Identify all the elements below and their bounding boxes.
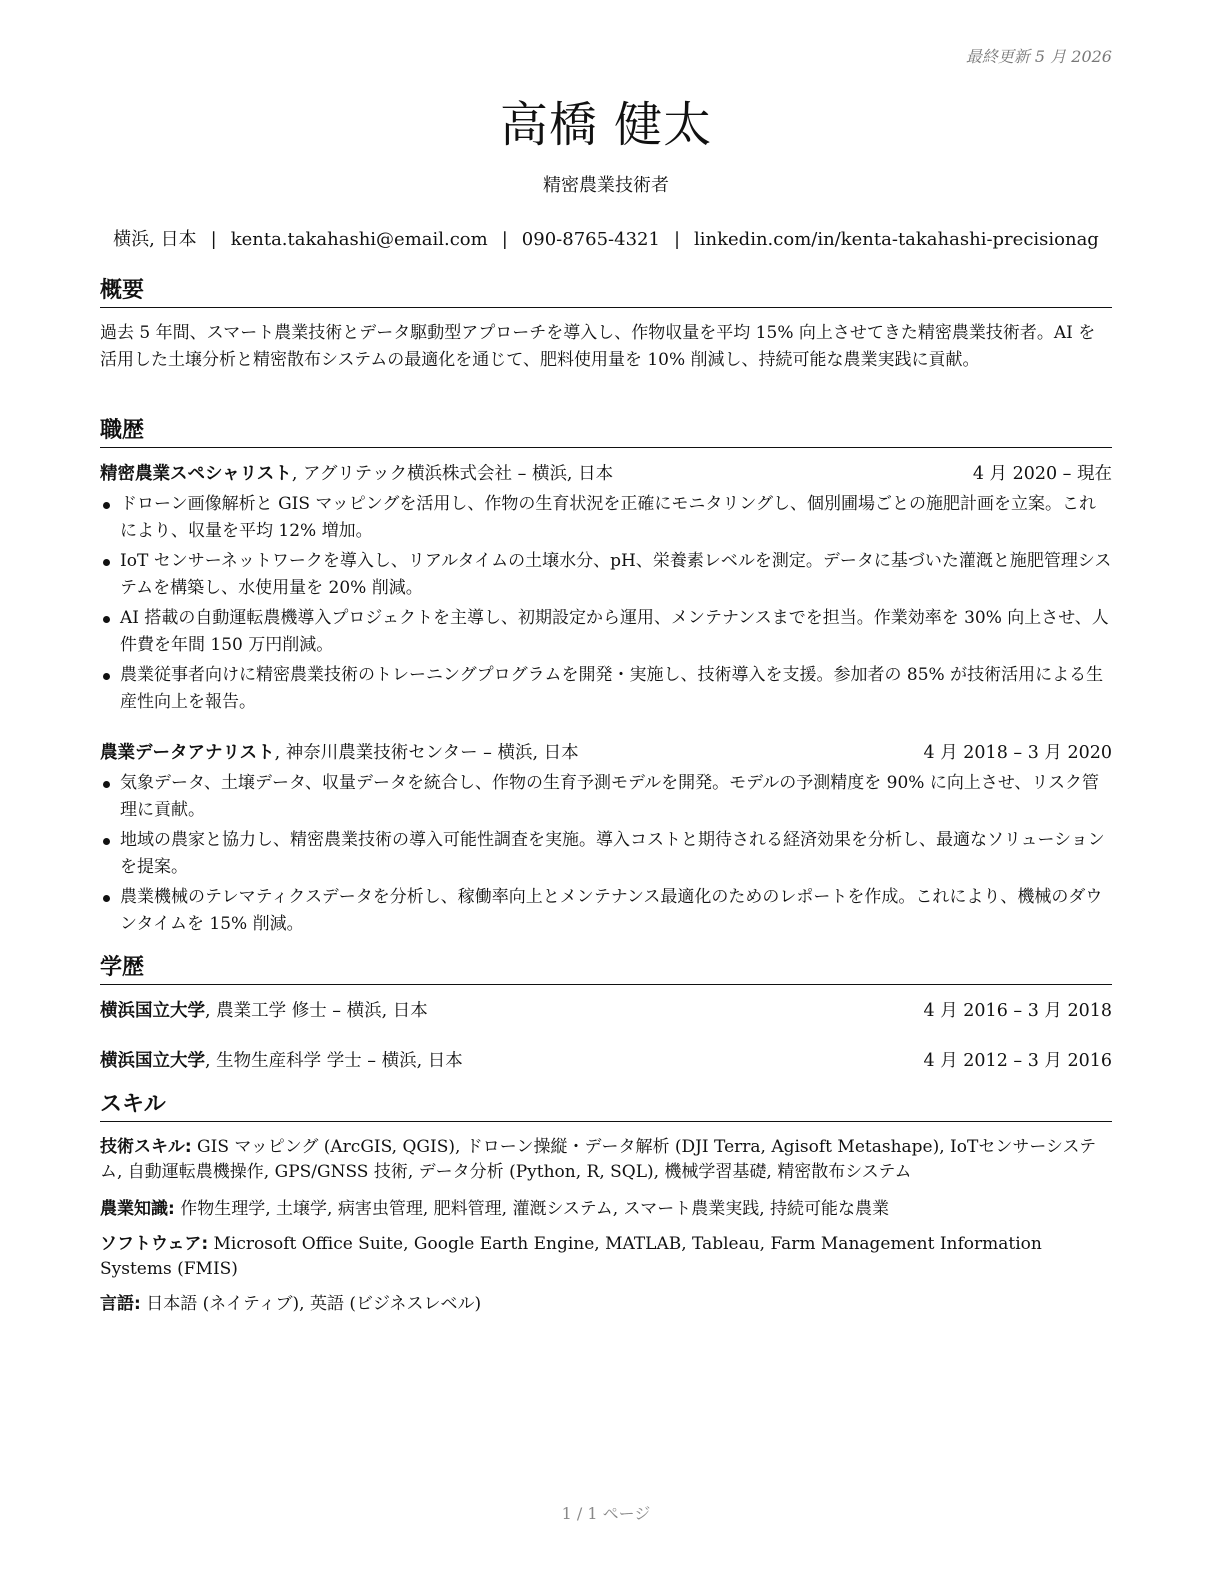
job-role: 精密農業スペシャリスト	[100, 464, 292, 484]
list-item: 農業機械のテレマティクスデータを分析し、稼働率向上とメンテナンス最適化のためのレポートを作成。これにより、機械のダウンタイムを 15% 削減。	[100, 884, 1112, 938]
contact-linkedin[interactable]: linkedin.com/in/kenta-takahashi-precisionag	[694, 229, 1099, 250]
job-header	[100, 461, 1112, 487]
contact-email[interactable]: kenta.takahashi@email.com	[230, 229, 488, 250]
contact-line	[100, 225, 1112, 251]
page-indicator: 1 / 1 ページ	[561, 1504, 651, 1523]
education-dates: 4 月 2016 – 3 月 2018	[923, 1001, 1112, 1021]
contact-separator: |	[501, 229, 508, 250]
education-school: 横浜国立大学	[100, 1001, 205, 1021]
contact-separator: |	[673, 229, 681, 250]
contact-location: 横浜, 日本	[113, 229, 197, 250]
skill-value: Microsoft Office Suite, Google Earth Engine, MATLAB, Tableau, Farm Management Information Systems (FMIS)	[100, 1234, 1042, 1279]
contact-separator: |	[210, 229, 217, 250]
education-entry	[100, 1048, 1112, 1074]
skill-line-agriculture	[100, 1197, 1112, 1222]
skill-value: GIS マッピング (ArcGIS, QGIS), ドローン操縦・データ解析 (DJI Terra, Agisoft Metashape), IoTセンサーシステム, 自動運転農機操作, GPS/GNSS 技術, データ分析 (Python, R, SQL), 機械学習基礎, 精密散布システム	[100, 1137, 1097, 1182]
skill-label: 言語:	[100, 1294, 141, 1314]
skill-value: 作物生理学, 土壌学, 病害虫管理, 肥料管理, 灌漑システム, スマート農業実践, 持続可能な農業	[174, 1199, 890, 1219]
skills-heading: スキル	[100, 1091, 1112, 1122]
job-role: 農業データアナリスト	[100, 743, 275, 763]
candidate-name: 高橋 健太	[499, 97, 713, 153]
education-heading: 学歴	[100, 954, 1112, 985]
education-degree: , 農業工学 修士 – 横浜, 日本	[205, 1001, 428, 1021]
job-header	[100, 740, 1112, 766]
education-school-detail	[100, 1048, 463, 1074]
education-dates: 4 月 2012 – 3 月 2016	[923, 1051, 1112, 1071]
education-school-detail	[100, 998, 428, 1024]
skill-line-languages	[100, 1292, 1112, 1317]
job-bullets	[100, 491, 1112, 719]
job-title-org	[100, 461, 613, 487]
skill-line-software	[100, 1232, 1112, 1282]
summary-text: 過去 5 年間、スマート農業技術とデータ駆動型アプローチを導入し、作物収量を平均 15% 向上させてきた精密農業技術者。AI を活用した土壌分析と精密散布システムの最適化を通じて、肥料使用量を 10% 削減し、持続可能な農業実践に貢献。	[100, 323, 1096, 370]
candidate-title: 精密農業技術者	[543, 175, 669, 196]
job-org: , アグリテック横浜株式会社 – 横浜, 日本	[291, 464, 614, 484]
education-entry	[100, 998, 1112, 1024]
job-org: , 神奈川農業技術センター – 横浜, 日本	[274, 743, 579, 763]
job-title-org	[100, 740, 579, 766]
list-item: 地域の農家と協力し、精密農業技術の導入可能性調査を実施。導入コストと期待される経済効果を分析し、最適なソリューションを提案。	[100, 827, 1112, 881]
list-item: ドローン画像解析と GIS マッピングを活用し、作物の生育状況を正確にモニタリングし、個別圃場ごとの施肥計画を立案。これにより、収量を平均 12% 増加。	[100, 491, 1112, 545]
list-item: 農業従事者向けに精密農業技術のトレーニングプログラムを開発・実施し、技術導入を支援。参加者の 85% が技術活用による生産性向上を報告。	[100, 662, 1112, 716]
last-updated: 最終更新 5 月 2026	[965, 47, 1112, 66]
job-dates: 4 月 2018 – 3 月 2020	[923, 743, 1112, 763]
list-item: IoT センサーネットワークを導入し、リアルタイムの土壌水分、pH、栄養素レベルを測定。データに基づいた灌漑と施肥管理システムを構築し、水使用量を 20% 削減。	[100, 548, 1112, 602]
resume-page	[100, 0, 1112, 1584]
job-bullets	[100, 770, 1112, 941]
experience-heading: 職歴	[100, 417, 1112, 448]
skill-label: ソフトウェア:	[100, 1234, 209, 1254]
education-degree: , 生物生産科学 学士 – 横浜, 日本	[205, 1051, 463, 1071]
education-school: 横浜国立大学	[100, 1051, 205, 1071]
list-item: AI 搭載の自動運転農機導入プロジェクトを主導し、初期設定から運用、メンテナンスまでを担当。作業効率を 30% 向上させ、人件費を年間 150 万円削減。	[100, 605, 1112, 659]
summary-heading: 概要	[100, 277, 1112, 308]
list-item: 気象データ、土壌データ、収量データを統合し、作物の生育予測モデルを開発。モデルの予測精度を 90% に向上させ、リスク管理に貢献。	[100, 770, 1112, 824]
job-dates: 4 月 2020 – 現在	[972, 464, 1112, 484]
skill-label: 農業知識:	[100, 1199, 175, 1219]
skill-line-technical	[100, 1135, 1112, 1185]
skill-label: 技術スキル:	[100, 1137, 192, 1157]
contact-phone: 090-8765-4321	[521, 229, 660, 250]
skill-value: 日本語 (ネイティブ), 英語 (ビジネスレベル)	[140, 1294, 482, 1314]
